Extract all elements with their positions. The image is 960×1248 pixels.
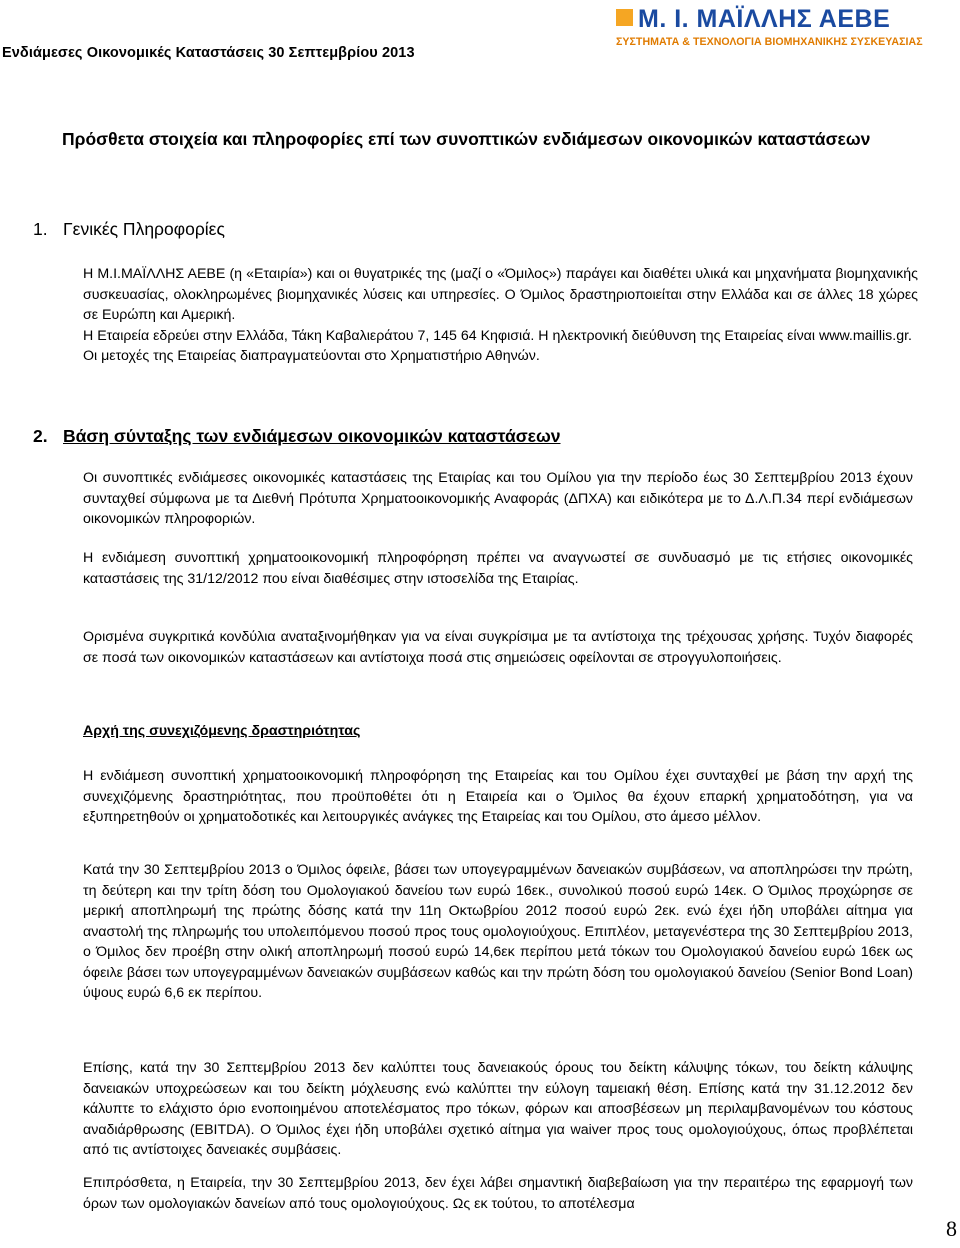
section1-number: 1. (33, 219, 48, 239)
section2-number: 2. (33, 426, 48, 446)
section2-heading (33, 424, 561, 448)
going-concern-paragraph-4: Επιπρόσθετα, η Εταιρεία, την 30 Σεπτεμβρίου 2013, δεν έχει λάβει σημαντική διαβεβαίωση για την περαιτέρω της εφαρμογή των όρων των ομολογιακών δανείων από τους ομολογιούχους. Ως εκ τούτου, το αποτέλεσμα (83, 1175, 913, 1212)
section1-line-1: Η Μ.Ι.ΜΑΪΛΛΗΣ ΑΕΒΕ (η «Εταιρία») και οι θυγατρικές της (μαζί ο «Όμιλος») παράγει και διαθέτει υλικά και μηχανήματα βιομηχανικής συσκευασίας, ολοκληρωμένες βιομηχανικές λύσεις και υπηρεσίες. Ο Όμιλος δραστηριοποιείται στην Ελλάδα και σε άλλες 18 χώρες σε Ευρώπη και Αμερική. (83, 266, 918, 323)
section1-body (83, 264, 918, 367)
section2-paragraph-1: Οι συνοπτικές ενδιάμεσες οικονομικές καταστάσεις της Εταιρίας και του Ομίλου για την περίοδο έως 30 Σεπτεμβρίου 2013 έχουν συνταχθεί σύμφωνα με τα Διεθνή Πρότυπα Χρηματοοικονομικής Αναφοράς (ΔΠΧΑ) και ειδικότερα με το Δ.Λ.Π.34 περί ενδιάμεσων οικονομικών πληροφοριών. (83, 470, 913, 527)
company-logo (616, 6, 960, 52)
section1-line-2: Η Εταιρεία εδρεύει στην Ελλάδα, Τάκη Καβαλιεράτου 7, 145 64 Κηφισιά. Η ηλεκτρονική διεύθυνση της Εταιρείας είναι www.maillis.gr. (83, 327, 912, 344)
section2-paragraph-2: Η ενδιάμεση συνοπτική χρηματοοικονομική πληροφόρηση πρέπει να αναγνωστεί σε συνδυασμό με τις ετήσιες οικονομικές καταστάσεις της 31/12/2012 που είναι διαθέσιμες στην ιστοσελίδα της Εταιρίας. (83, 550, 913, 587)
document-header-title: Ενδιάμεσες Οικονομικές Καταστάσεις 30 Σεπτεμβρίου 2013 (2, 45, 415, 61)
orange-square-icon (616, 9, 633, 26)
section1-line-3: Οι μετοχές της Εταιρείας διαπραγματεύονται στο Χρηματιστήριο Αθηνών. (83, 348, 540, 364)
section1-title: Γενικές Πληροφορίες (63, 219, 225, 239)
logo-company-name: Μ. Ι. ΜΑΪΛΛΗΣ ΑΕΒΕ (638, 5, 891, 33)
going-concern-paragraph-1: Η ενδιάμεση συνοπτική χρηματοοικονομική πληροφόρηση της Εταιρείας και του Ομίλου έχει συνταχθεί με βάση την αρχή της συνεχιζόμενης δραστηριότητας, που προϋποθέτει ότι η Εταιρεία και ο Όμιλος θα έχουν επαρκή χρηματοδότηση, για να εξυπηρετηθούν οι χρηματοδοτικές και λειτουργικές ανάγκες της Εταιρείας και του Ομίλου, στο άμεσο μέλλον. (83, 768, 913, 825)
going-concern-heading: Αρχή της συνεχιζόμενης δραστηριότητας (83, 723, 361, 739)
going-concern-paragraph-3: Επίσης, κατά την 30 Σεπτεμβρίου 2013 δεν καλύπτει τους δανειακούς όρους του δείκτη κάλυψης τόκων, του δείκτη κάλυψης δανειακών υποχρεώσεων και του δείκτη μόχλευσης ενώ καλύπτει την εύλογη ταμειακή θέση. Επίσης κατά την 31.12.2012 δεν κάλυπτε το ελάχιστο όριο ενοποιημένου αποτελέσματος προ τόκων, φόρων και αποσβέσεων μη περιλαμβανομένων του κόστους αναδιάρθρωσης (EBITDA). Ο Όμιλος έχει ήδη υποβάλει σχετικό αίτημα για waiver προς τους ομολογιούχους, όπως προβλέπεται από τις αντίστοιχες δανειακές συμβάσεις. (83, 1060, 913, 1158)
page-number: 8 (946, 1216, 957, 1241)
section2-title: Βάση σύνταξης των ενδιάμεσων οικονομικών καταστάσεων (63, 426, 561, 446)
section-title: Πρόσθετα στοιχεία και πληροφορίες επί των συνοπτικών ενδιάμεσων οικονομικών καταστάσεων (62, 129, 871, 149)
going-concern-paragraph-2: Κατά την 30 Σεπτεμβρίου 2013 ο Όμιλος όφειλε, βάσει των υπογεγραμμένων δανειακών συμβάσεων, να αποπληρώσει την πρώτη, τη δεύτερη και την τρίτη δόση του Ομολογιακού δανείου των ευρώ 16εκ., συνολικού ποσού ευρώ 14εκ. Ο Όμιλος προχώρησε σε μερική αποπληρωμή της πρώτης δόσης κατά την 11η Οκτωβρίου 2012 ποσού ευρώ 2εκ. ενώ έχει ήδη υποβάλει αίτημα για αναστολή της πληρωμής του υπολειπόμενου ποσού προς τους ομολογιούχους. Επιπλέον, μεταγενέστερα της 30 Σεπτεμβρίου 2013, ο Όμιλος δεν προέβη στην ολική αποπληρωμή ποσού ευρώ 14,6εκ περίπου μετά τόκων του Ομολογιακού δανείου ευρώ 16εκ ως όφειλε βάσει των υπογεγραμμένων δανειακών συμβάσεων καθώς και την πρώτη δόση του ομολογιακού δανείου (Senior Bond Loan) ύψους ευρώ 6,6 εκ περίπου. (83, 862, 913, 1001)
logo-tagline: ΣΥΣΤΗΜΑΤΑ & ΤΕΧΝΟΛΟΓΙΑ ΒΙΟΜΗΧΑΝΙΚΗΣ ΣΥΣΚΕΥΑΣΙΑΣ (616, 36, 923, 48)
section2-paragraph-3: Ορισμένα συγκριτικά κονδύλια αναταξινομήθηκαν για να είναι συγκρίσιμα με τα αντίστοιχα της τρέχουσας χρήσης. Τυχόν διαφορές σε ποσά των οικονομικών καταστάσεων και αντίστοιχα ποσά στις σημειώσεις οφείλονται σε στρογγυλοποιήσεις. (83, 629, 913, 666)
section1-heading (33, 217, 225, 241)
